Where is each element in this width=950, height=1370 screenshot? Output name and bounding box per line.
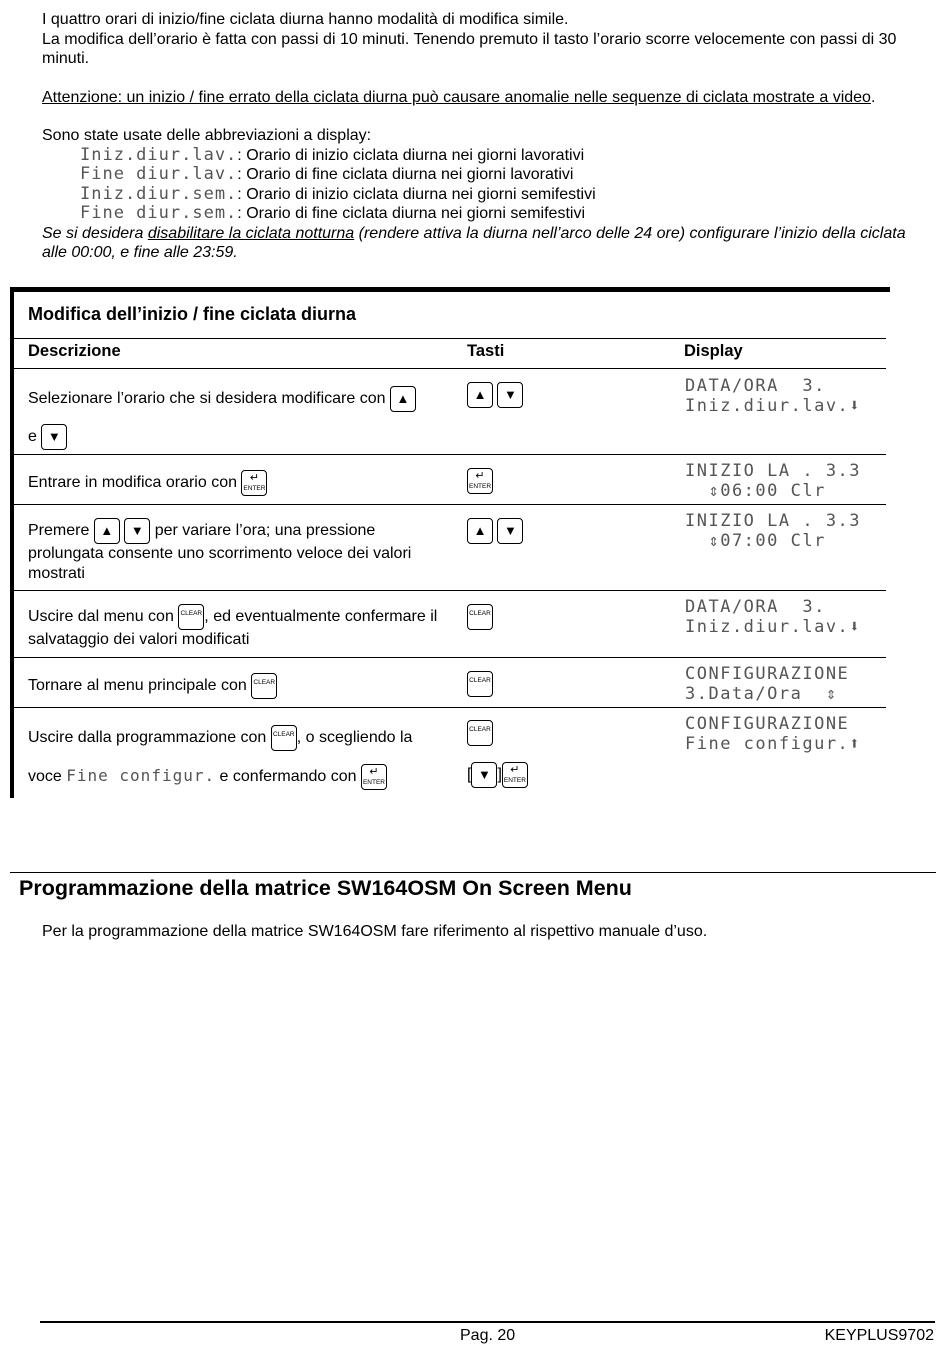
row-text: Premere [28,522,94,540]
clear-key-label: CLEAR [272,730,295,738]
down-key-icon: ▼ [497,382,523,408]
clear-key-label: CLEAR [469,726,491,733]
section2-title: Programmazione della matrice SW164OSM On Screen Menu [19,876,632,900]
clear-key-icon [467,720,493,746]
intro-line1: I quattro orari di inizio/fine ciclata diurna hanno modalità di modifica simile. [42,11,569,28]
table-row-desc [28,673,448,699]
clear-key-label: CLEAR [469,610,491,617]
divider [14,368,886,369]
lcd-line: Fine configur.⬆ [685,734,862,754]
page-number: Pag. 20 [460,1327,516,1344]
table-row-keys [467,720,493,746]
table-row-desc [28,470,448,496]
note-link: disabilitare la ciclata notturna [147,224,355,242]
lcd-line: CONFIGURAZIONE [685,664,850,684]
clear-key-label: CLEAR [469,677,491,684]
header-display: Display [684,342,743,360]
lcd-display [685,511,861,551]
down-key-icon: ▼ [471,762,497,788]
abbr-desc: : Orario di fine ciclata diurna nei giorni lavorativi [237,166,574,183]
table-row-keys [467,468,493,494]
divider [14,707,886,708]
disable-note [42,224,927,263]
enter-arrow-icon: ↵ [369,765,379,778]
abbr-desc: : Orario di inizio ciclata diurna nei giorni lavorativi [237,146,585,164]
divider [14,338,886,339]
abbr-desc: : Orario di fine ciclata diurna nei giorni semifestivi [237,205,585,222]
lcd-line: ⇕07:00 Clr [685,531,826,551]
abbr-desc: : Orario di inizio ciclata diurna nei giorni semifestivi [237,185,596,203]
row-text: voce [28,768,67,785]
table-row-desc [28,380,448,456]
enter-key-icon [467,468,493,494]
lcd-display [685,664,849,704]
table-row-keys [467,604,493,630]
intro-line2: La modifica dell’orario è fatta con passi di 10 minuti. Tenendo premuto il tasto l’orario scorre velocemente con passi di 30 minuti. [42,30,897,67]
lcd-line: ⇕06:00 Clr [685,481,826,501]
enter-key-icon [502,762,528,788]
enter-key-label: ENTER [468,483,492,490]
enter-key-label: ENTER [362,778,385,786]
footer-divider [40,1321,935,1323]
clear-key-icon [467,604,493,630]
up-key-icon: ▲ [94,518,120,544]
bracket: ] [497,766,502,784]
lcd-display [685,714,861,754]
procedure-table [10,287,890,798]
lcd-inline-code: Fine configur. [66,766,216,785]
header-description: Descrizione [28,342,121,360]
down-key-icon: ▼ [41,424,67,450]
enter-arrow-icon: ↵ [249,472,260,484]
abbr-item [42,204,927,224]
lcd-line: INIZIO LA . 3.3 [685,511,862,531]
lcd-line: DATA/ORA 3. [685,376,826,396]
clear-key-icon [271,725,297,751]
abbr-item [42,185,927,205]
table-row-keys [467,518,523,544]
table-row-desc [28,518,448,584]
up-key-icon: ▲ [467,518,493,544]
table-row-desc [28,719,458,796]
up-key-icon: ▲ [467,382,493,408]
abbr-code: Iniz.diur.sem. [80,183,238,204]
section-divider [10,872,936,873]
table-row-keys [467,671,493,697]
section2-text: Per la programmazione della matrice SW164OSM fare riferimento al rispettivo manuale d’uso. [42,923,708,940]
up-key-icon: ▲ [390,386,416,412]
document-code: KEYPLUS9702 [824,1327,934,1344]
lcd-line: CONFIGURAZIONE [685,714,850,734]
row-text: per variare l’ora; una pressione prolungata consente uno scorrimento veloce dei valori mostrati [28,522,412,582]
divider [14,590,886,591]
table-title: Modifica dell’inizio / fine ciclata diurna [28,304,357,324]
enter-key-icon [241,470,267,496]
warning-underlined: Attenzione: un inizio / fine errato della ciclata diurna può causare anomalie nelle sequenze di ciclata mostrate a video [42,88,871,106]
table-row-keys [467,762,528,788]
row-text: e confermando con [215,768,361,785]
note-post: (rendere attiva la diurna nell’arco delle 24 ore) configurare l’inizio della ciclata alle 00:00, e fine alle 23:59. [42,224,906,261]
lcd-display [685,597,861,637]
enter-key-icon [361,764,387,790]
table-row-keys [467,382,523,408]
lcd-display [685,376,861,416]
enter-arrow-icon: ↵ [475,470,485,482]
lcd-line: Iniz.diur.lav.⬇ [685,396,862,416]
enter-key-label: ENTER [243,485,266,492]
header-keys: Tasti [467,342,505,360]
table-row-desc [28,604,448,650]
row-text: Entrare in modifica orario con [28,474,242,492]
lcd-display [685,461,861,501]
lcd-line: DATA/ORA 3. [685,597,826,617]
row-text: , ed eventualmente confermare il salvataggio dei valori modificati [28,608,438,648]
divider [14,504,886,505]
lcd-line: Iniz.diur.lav.⬇ [685,617,862,637]
warning-text: Attenzione: un inizio / fine errato della ciclata diurna può causare anomalie nelle sequenze di ciclata mostrate a video. [42,88,876,106]
row-text: Selezionare l’orario che si desidera modificare con [28,390,390,407]
clear-key-label: CLEAR [253,679,276,686]
clear-key-icon [251,673,277,699]
row-text: e [28,428,42,445]
down-key-icon: ▼ [497,518,523,544]
row-text: Uscire dalla programmazione con [28,729,271,746]
enter-key-label: ENTER [503,777,526,784]
abbr-item [42,165,927,185]
intro-section [42,10,927,263]
abbr-intro: Sono state usate delle abbreviazioni a display: [42,127,372,144]
lcd-line: 3.Data/Ora ⇕ [685,684,838,704]
abbr-code: Fine diur.sem. [80,203,238,223]
clear-key-icon [467,671,493,697]
divider [14,454,886,455]
enter-arrow-icon: ↵ [510,764,520,776]
row-text: Tornare al menu principale con [28,677,252,695]
abbr-code: Fine diur.lav. [80,164,238,184]
row-text: Uscire dal menu con [28,608,179,626]
lcd-line: INIZIO LA . 3.3 [685,461,862,481]
clear-key-icon [178,604,204,630]
down-key-icon: ▼ [124,518,150,544]
abbr-item [42,146,927,166]
divider [14,657,886,658]
abbr-code: Iniz.diur.lav. [80,144,238,165]
row-text: , o scegliendo la [296,729,413,746]
clear-key-label: CLEAR [180,610,203,617]
bracket: [ [467,766,472,784]
note-pre: Se si desidera [42,224,148,242]
